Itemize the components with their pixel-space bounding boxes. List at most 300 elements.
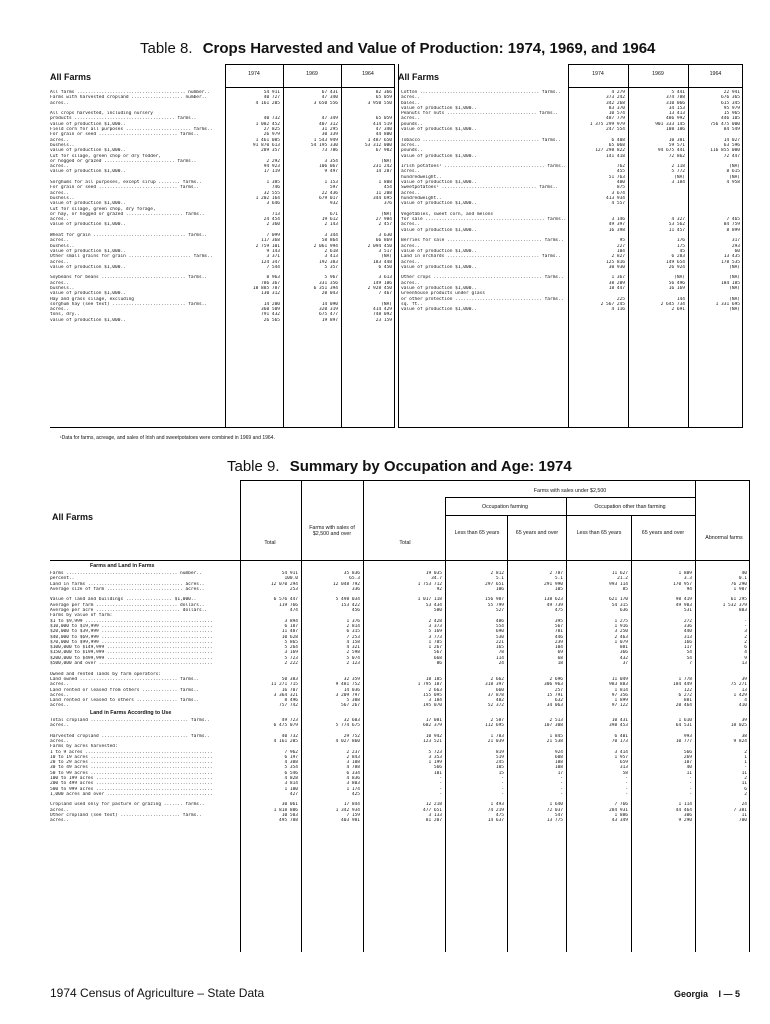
table9-col-sales-over: Farms with sales of $2,500 and over	[309, 525, 355, 537]
row-value: 4	[744, 650, 747, 656]
row-value: 10 431	[611, 717, 628, 723]
table9-col-total: Total	[264, 540, 276, 546]
row-value: 1 532 379	[722, 602, 747, 608]
row-value: 16 169	[668, 285, 685, 291]
row-label: acres..	[401, 169, 420, 175]
row-value: 27 984	[375, 217, 392, 223]
row-value: 632	[554, 698, 563, 704]
table8-right-year-1969: 1969	[652, 71, 664, 77]
row-value: 17	[557, 770, 563, 776]
row-value: 84 549	[723, 127, 740, 133]
row-value: 660	[495, 687, 504, 693]
row-label: Irish potatoes¹ ..................................... farms..	[401, 164, 567, 170]
row-value: 21.2	[617, 576, 628, 582]
row-value: 4 158	[346, 639, 360, 645]
row-label: value of production $1,000..	[50, 121, 126, 127]
row-value: 97 356	[611, 692, 628, 698]
row-value: 13 775	[546, 818, 563, 824]
row-value: 72 862	[668, 153, 685, 159]
row-value: 3 371	[266, 254, 280, 260]
row-value: 81 207	[425, 818, 442, 824]
row-value: -	[439, 781, 442, 787]
row-value: 76 290	[730, 581, 747, 587]
row-label: acres..	[50, 259, 69, 265]
row-value: -	[689, 781, 692, 787]
row-value: 6 272	[678, 692, 692, 698]
row-value: 26 565	[263, 317, 280, 323]
row-value: 2	[744, 749, 747, 755]
row-value: 690	[495, 629, 504, 635]
row-value: 12 048 792	[332, 581, 360, 587]
table9-col-other-lt65: Less than 65 years	[576, 530, 622, 536]
row-value: 1 907	[733, 586, 747, 592]
row-value: 9 290	[678, 818, 692, 824]
row-label: Total cropland .................................... farms..	[50, 717, 210, 723]
row-value: 16 707	[281, 687, 298, 693]
row-value: 8 496	[284, 698, 298, 704]
row-value: 10 777	[675, 738, 692, 744]
row-value: 395	[554, 618, 563, 624]
row-value: 2 814	[346, 623, 360, 629]
row-value: 6 351 394	[313, 285, 338, 291]
row-value: 107 308	[544, 723, 563, 729]
row-value: 4 557	[611, 201, 625, 207]
row-value: 1 385	[266, 180, 280, 186]
row-label: Vegetables, sweet corn, and melons	[401, 211, 494, 217]
row-value: 178 535	[721, 259, 740, 265]
row-value: 257	[554, 687, 563, 693]
row-label: acres..	[401, 95, 420, 101]
table-row	[50, 318, 395, 323]
row-value: 3 373	[428, 623, 442, 629]
row-value: 486 992	[666, 116, 685, 122]
row-value: 51 763	[608, 174, 625, 180]
row-value: 475	[554, 608, 563, 614]
row-label: hundredweight..	[401, 174, 442, 180]
row-value: 3 814	[284, 781, 298, 787]
row-value: 58 864	[321, 238, 338, 244]
row-value: 1 705	[428, 639, 442, 645]
row-value: 106	[495, 586, 504, 592]
row-label: $40,000 to $69,999 .........................................	[50, 634, 213, 640]
row-value: 659	[619, 760, 628, 766]
row-value: 1 818 886	[273, 807, 298, 813]
row-value: 1 783	[490, 733, 504, 739]
row-label: acres..	[401, 259, 420, 265]
row-value: 1 809	[678, 571, 692, 576]
row-value: 400	[616, 180, 625, 186]
row-value: 15 791	[546, 692, 563, 698]
row-label: acres..	[50, 164, 69, 170]
row-value: 30 930	[608, 264, 625, 270]
row-label: value of production $1,000..	[401, 264, 477, 270]
row-value: 3 344	[324, 233, 338, 239]
table8-label: Table 8.	[140, 40, 193, 57]
table8-right-year-1974: 1974	[592, 71, 604, 77]
row-value: 27 825	[263, 127, 280, 133]
row-value: 1 543 949	[313, 137, 338, 143]
table9-occ-other-label: Occupation other than farming	[594, 504, 666, 510]
row-value: 239	[554, 639, 563, 645]
row-value: 124 347	[261, 259, 280, 265]
row-value: 22 941	[723, 90, 740, 95]
row-value: (NA)	[674, 275, 685, 281]
row-label: Owned and rented lands by farm operators:	[50, 671, 162, 677]
row-value: 3 773	[428, 634, 442, 640]
row-value: 803	[738, 608, 747, 614]
row-label: Peanuts for nuts ................................. farms..	[401, 111, 559, 117]
row-value: 65 068	[608, 142, 625, 148]
row-label: 20 to 29 acres .............................................	[50, 760, 213, 766]
row-value: 43 349	[611, 818, 628, 824]
row-label: value of production $1,000..	[50, 291, 126, 297]
row-label: or hay, or hogged or grazed ..................... farms..	[50, 211, 205, 217]
row-value: 454	[383, 185, 392, 191]
row-value: 932	[329, 201, 338, 207]
row-label: Cropland used only for pasture or grazing ....... farms..	[50, 802, 205, 808]
row-value: 1 886	[614, 813, 628, 819]
row-value: 6 546	[284, 770, 298, 776]
row-label: acres..	[50, 723, 69, 729]
row-label: acres..	[50, 137, 69, 143]
row-value: 306 963	[544, 682, 563, 688]
row-value: 3	[744, 629, 747, 635]
row-value: 6	[744, 786, 747, 792]
row-value: 1 808	[378, 180, 392, 186]
row-value: 13	[741, 687, 747, 693]
row-value: -	[439, 775, 442, 781]
row-label: value of production $1,000..	[401, 180, 477, 186]
row-value: 3 950 550	[367, 100, 392, 106]
row-label: acres..	[50, 217, 69, 223]
row-value: 195 070	[423, 703, 442, 709]
row-value: 2 457	[378, 222, 392, 228]
row-value: 1	[744, 760, 747, 766]
row-value: 31 295	[321, 127, 338, 133]
row-value: 6 187	[284, 623, 298, 629]
row-value: 320 319	[319, 307, 338, 313]
row-value: 786 367	[261, 280, 280, 286]
row-value: 44 464	[675, 807, 692, 813]
row-value: 2 118	[671, 164, 685, 170]
row-value: 104	[554, 645, 563, 651]
row-value: (NA)	[729, 264, 740, 270]
row-value: 184 449	[673, 682, 692, 688]
row-value: 293	[731, 243, 740, 249]
section-heading: Land in Farms According to Use	[90, 709, 172, 716]
row-value: 713	[271, 211, 280, 217]
row-value: 4 161 205	[255, 100, 280, 106]
row-label: For grain or seed ............................. farms..	[50, 185, 200, 191]
row-value: 104	[616, 248, 625, 254]
row-value: 75 271	[730, 682, 747, 688]
row-value: 108 186	[666, 127, 685, 133]
row-value: 5 308	[346, 698, 360, 704]
row-value: 269	[683, 754, 692, 760]
row-label: hundredweight..	[401, 195, 442, 201]
row-value: 37 878	[487, 692, 504, 698]
row-value: 1 493	[490, 802, 504, 808]
row-value: 2 428	[428, 618, 442, 624]
row-label: Other cropland (see text) ...................... farms..	[50, 813, 202, 819]
row-value: 1 367	[611, 275, 625, 281]
row-value: 116 855 000	[710, 148, 740, 154]
row-value: 414 429	[373, 307, 392, 313]
table9-title	[227, 458, 572, 475]
row-value: 567 267	[341, 703, 360, 709]
row-value: 85	[622, 586, 628, 592]
row-value: 1 845	[549, 733, 563, 739]
row-value: 4 161 205	[273, 738, 298, 744]
row-value: 26 979	[263, 132, 280, 138]
row-value: 2 513	[549, 717, 563, 723]
row-value: 427	[289, 791, 298, 797]
row-value: 4 958	[726, 180, 740, 186]
row-value: 700	[738, 818, 747, 824]
row-value: 455	[616, 169, 625, 175]
row-value: 18 025	[730, 723, 747, 729]
row-value: 636	[619, 608, 628, 614]
row-value: -	[744, 623, 747, 629]
row-value: 1 079	[614, 639, 628, 645]
row-value: 13 413	[668, 111, 685, 117]
row-value: 993 114	[609, 581, 628, 587]
row-value: 6 315	[346, 629, 360, 635]
row-value: 64 531	[675, 723, 692, 729]
row-label: Sweetpotatoes¹ ................................... farms..	[401, 185, 559, 191]
row-value: 567	[554, 623, 563, 629]
table8-right-bottom	[398, 427, 743, 428]
row-value: 554	[495, 623, 504, 629]
row-value: 284 931	[609, 807, 628, 813]
row-label: or other protection ................................ farms..	[401, 296, 564, 302]
row-value: 14 637	[487, 818, 504, 824]
row-label: Farms with harvested cropland ................... number..	[50, 95, 208, 101]
row-value: 487 779	[606, 116, 625, 122]
row-value: 108	[554, 765, 563, 771]
row-value: 3 646	[266, 201, 280, 207]
row-value: 11 049	[611, 676, 628, 682]
row-value: 5 354	[284, 765, 298, 771]
row-value: 107	[683, 760, 692, 766]
row-value: 122	[683, 687, 692, 693]
row-value: 407 312	[319, 121, 338, 127]
row-value: 413 934	[606, 195, 625, 201]
row-value: 336	[683, 623, 692, 629]
row-value: 40 732	[263, 116, 280, 122]
row-label: Wheat for grain .................................. farms..	[50, 233, 208, 239]
row-value: 475	[495, 813, 504, 819]
row-value: 60	[734, 248, 740, 254]
row-label: Average per farm .............................. dollars..	[50, 602, 205, 608]
row-value: 5 441	[671, 90, 685, 95]
table8-left-year-1974: 1974	[248, 71, 260, 77]
row-label: acres..	[50, 280, 69, 286]
table8-title	[140, 40, 655, 57]
row-label: Farms by value of farm:	[50, 613, 113, 619]
table8-left-year-1969: 1969	[306, 71, 318, 77]
row-value: (NA)	[729, 307, 740, 313]
row-value: 1 610	[678, 717, 692, 723]
table9-col-farm-65: 65 years and over	[515, 530, 559, 536]
row-label: acres..	[401, 280, 420, 286]
row-value: 38	[741, 733, 747, 739]
row-label: Sorghums for all purposes, except sirup ........ farms..	[50, 180, 202, 186]
row-value: (NA)	[729, 285, 740, 291]
row-value: 52 372	[487, 703, 504, 709]
row-value: 1 376	[346, 618, 360, 624]
row-value: 3 414	[614, 749, 628, 755]
row-value: 306	[683, 813, 692, 819]
row-value: 1 487 650	[367, 137, 392, 143]
row-value: 289 357	[261, 148, 280, 154]
row-value: 5 774 675	[335, 723, 360, 729]
row-label: $10,000 to $19,999 .........................................	[50, 623, 213, 629]
row-label: acres..	[50, 692, 69, 698]
row-value: 5 772	[671, 169, 685, 175]
row-value: 4 027 860	[335, 738, 360, 744]
row-value: 24	[741, 802, 747, 808]
table-row	[50, 818, 750, 823]
row-value: 5 264	[284, 645, 298, 651]
row-value: 34.7	[431, 576, 442, 582]
row-value: 54 911	[263, 90, 280, 95]
row-value: 456	[351, 608, 360, 614]
row-value: 10 381	[668, 137, 685, 143]
row-value: 83 370	[608, 105, 625, 111]
row-value: 101	[433, 770, 442, 776]
row-label: value of production $1,000..	[401, 105, 477, 111]
row-value: 21 039	[487, 738, 504, 744]
row-value: 3 364 321	[273, 692, 298, 698]
row-value: 72 447	[723, 153, 740, 159]
row-value: 1 899	[614, 698, 628, 704]
row-value: 757 742	[279, 703, 298, 709]
row-label: $20,000 to $39,999 .........................................	[50, 629, 213, 635]
row-label: Cut for silage, green chop or dry fodder,	[50, 153, 162, 159]
row-value: 59 571	[668, 142, 685, 148]
row-value: 10 628	[281, 634, 298, 640]
row-value: 373 242	[606, 95, 625, 101]
row-value: 11 271 715	[270, 682, 298, 688]
row-label: Land rented or leased from others ............. farms..	[50, 687, 200, 693]
footer-page-info	[674, 989, 740, 999]
row-label: value of production $1,000..	[50, 169, 126, 175]
row-value: 6 408	[611, 137, 625, 143]
row-value: 91 870 613	[252, 142, 280, 148]
row-value: -	[560, 775, 563, 781]
row-value: 901 333 145	[655, 121, 685, 127]
row-value: 11 487	[281, 629, 298, 635]
row-value: 165	[495, 645, 504, 651]
row-value: 1 275	[614, 618, 628, 624]
row-value: 26 924	[668, 264, 685, 270]
table9-title-text: Summary by Occupation and Age: 1974	[289, 458, 572, 475]
row-value: 5.1	[495, 576, 504, 582]
row-value: 2 094 450	[367, 243, 392, 249]
row-value: 54 195 330	[310, 142, 338, 148]
table-row	[50, 703, 750, 708]
row-value: 7 159	[346, 813, 360, 819]
row-label: or hogged or grazed .......................... farms..	[50, 158, 197, 164]
row-value: 18 447	[608, 285, 625, 291]
row-value: 153 422	[341, 602, 360, 608]
row-value: 1 199	[428, 760, 442, 766]
section-heading: Farms and Land in Farms	[90, 563, 155, 569]
row-label: Cut for silage, green chop, dry forage,	[50, 206, 156, 212]
row-label: acres..	[50, 703, 69, 709]
row-label: bushels..	[50, 243, 75, 249]
row-value: 1 778	[678, 676, 692, 682]
row-value: 67 431	[321, 90, 338, 95]
row-label: 500 to 999 acres ...........................................	[50, 786, 213, 792]
row-value: 9 143	[266, 248, 280, 254]
row-value: 175	[676, 243, 685, 249]
row-value: 119 766	[279, 602, 298, 608]
row-value: 668	[433, 655, 442, 661]
row-value: 49 723	[281, 717, 298, 723]
row-value: 1 916	[614, 623, 628, 629]
row-value: 376	[383, 201, 392, 207]
row-value: 125 816	[606, 259, 625, 265]
row-label: value of production $1,000..	[401, 201, 477, 207]
row-label: bushels..	[50, 195, 75, 201]
footer-census-title: 1974 Census of Agriculture – State Data	[50, 986, 265, 1000]
row-value: -	[560, 791, 563, 797]
row-value: 53 434	[425, 602, 442, 608]
row-value: 756 475 000	[710, 121, 740, 127]
row-value: 112 695	[485, 723, 504, 729]
row-value: 11 208	[375, 190, 392, 196]
row-value: 3 146	[611, 217, 625, 223]
row-label: Harvested cropland ................................ farms..	[50, 733, 210, 739]
row-value: 2	[744, 634, 747, 640]
row-label: acres..	[50, 100, 69, 106]
row-value: 2 645 734	[660, 301, 685, 307]
row-value: 105	[554, 586, 563, 592]
row-value: 2 812	[490, 571, 504, 576]
row-value: (NA)	[381, 301, 392, 307]
row-label: $150,000 to $199,999 .......................................	[50, 650, 213, 656]
section-rows	[50, 718, 750, 824]
row-value: -	[689, 786, 692, 792]
row-value: 313	[619, 765, 628, 771]
row-value: -	[501, 791, 504, 797]
row-value: 13 435	[723, 254, 740, 260]
row-value: 156 987	[485, 597, 504, 603]
table8-right-rows	[401, 90, 743, 312]
row-value: 54 315	[611, 602, 628, 608]
row-value: 65 059	[375, 95, 392, 101]
row-value: 2 061 994	[313, 243, 338, 249]
row-value: -	[501, 786, 504, 792]
row-value: 44 800	[375, 132, 392, 138]
row-value: 4 308	[284, 760, 298, 766]
row-value: 597	[329, 185, 338, 191]
row-value: 7 465	[726, 217, 740, 223]
row-value: 3 209 797	[335, 692, 360, 698]
row-value: 54	[686, 655, 692, 661]
row-value: 253	[289, 586, 298, 592]
row-value: 2 222	[284, 661, 298, 667]
row-value: 68	[557, 655, 563, 661]
row-value: 18	[557, 661, 563, 667]
table8-title-text: Crops Harvested and Value of Production: 1974, 1969, and 1964	[202, 40, 656, 57]
row-value: 881	[683, 698, 692, 704]
row-value: 32 555	[263, 190, 280, 196]
row-value: 221	[495, 639, 504, 645]
row-value: 360 509	[261, 307, 280, 313]
